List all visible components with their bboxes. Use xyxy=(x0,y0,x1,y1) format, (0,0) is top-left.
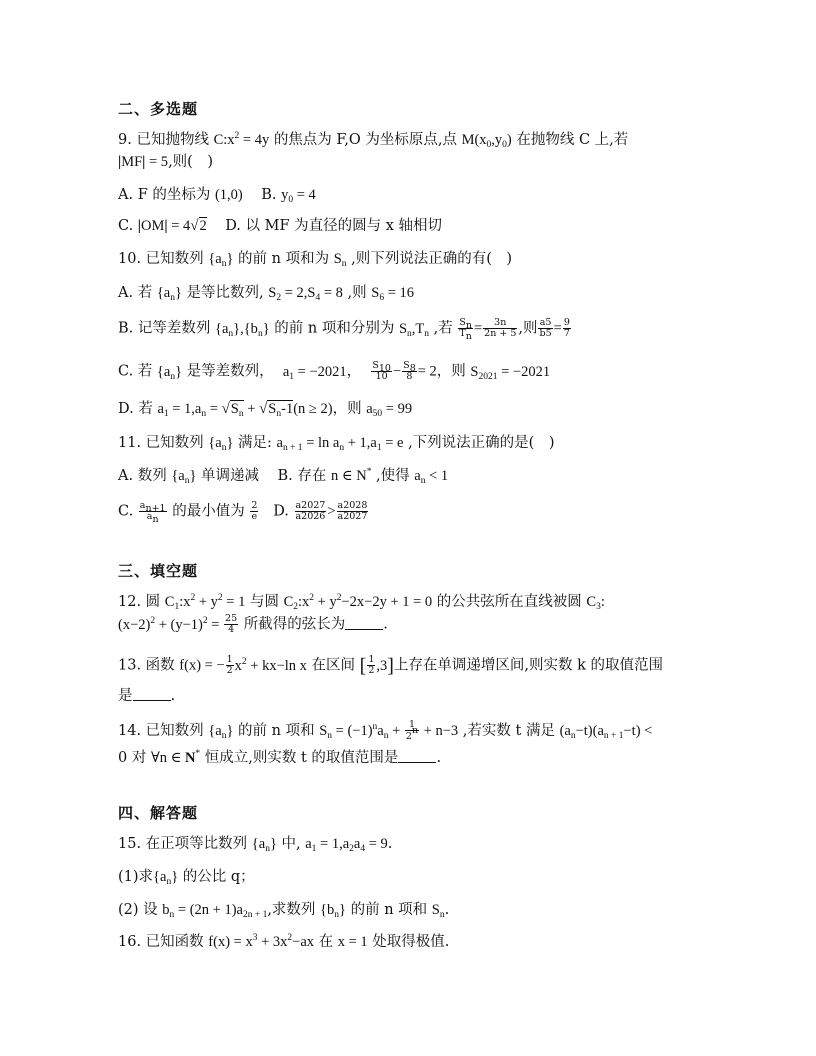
question-11-options-ab: A. 数列 $\{a_n\}$ 单调递减 B. 存在 n ∈ N* ,使得 $a_n < 1$ xyxy=(118,467,449,486)
question-9-options-ab: A. F 的坐标为 (1,0) B. $y_0 = 4$ xyxy=(118,187,316,205)
question-9-stem: 9. 已知抛物线 $C:x^2 = 4y$ 的焦点为 F,O 为坐标原点,点 $M(x_0,y_0)$ 在抛物线 C 上,若 xyxy=(118,131,629,150)
question-13-stem-cont: 是 . xyxy=(118,688,176,704)
question-15-part-1: (1)求$\{a_n\}$ 的公比 q； xyxy=(118,869,255,887)
question-15-part-2: (2) 设 $b_n = (2n + 1)a_{2n + 1}$,求数列 $\{b_n\}$ 的前 n 项和 $S_n$. xyxy=(118,902,450,920)
question-10-stem: 10. 已知数列 $\{a_n\}$ 的前 n 项和为 $S_n$ ,则下列说法正确的有( ) xyxy=(118,251,513,269)
answer-blank-12[interactable] xyxy=(345,617,383,630)
question-16-stem: 16. 已知函数 $f(x) = x^3 + 3x^2-ax$ 在 x = 1 处取得极值. xyxy=(118,933,450,950)
question-14-stem: 14. 已知数列 $\{a_n\}$ 的前 n 项和 $S_n = (-1)^na_n$ + $\frac{1}{2^n}$ + n−3 ,若实数 t 满足 $(a_n-t)(a_{n + 1}-t)$ < xyxy=(118,719,653,742)
section-title-problems: 四、解答题 xyxy=(118,804,199,822)
question-10-option-b: B. 记等差数列 $\{a_n\},\{b_n\}$ 的前 n 项和分别为 $S_n,T_n$ ,若 $\frac{S_n}{T_n}$ = $\frac{3n}{2n + 5}$ ,则 $\frac{a5}{b5}$ = $\frac{9}{7}$ xyxy=(118,317,570,342)
question-13-stem: 13. 函数 f(x) = − $\frac{1}{2}$ $x^2 + kx-\ln$ x 在区间 [ $\frac{1}{2}$ ,3]上存在单调递增区间,则实数 k 的取值范围 xyxy=(118,654,664,677)
question-10-option-a: A. 若 $\{a_n\}$ 是等比数列, $S_2 = 2,S_4 = 8$ ,则 $S_6 = 16$ xyxy=(118,285,414,303)
question-11-stem: 11. 已知数列 $\{a_n\}$ 满足: $a_{n + 1} = \ln a_n + 1,a_1 = e$ ,下列说法正确的是( ) xyxy=(118,435,555,453)
question-15-stem: 15. 在正项等比数列 $\{a_n\}$ 中, $a_1 = 1,a_2a_4 = 9$. xyxy=(118,836,393,854)
section-title-multiple-choice: 二、多选题 xyxy=(118,100,199,118)
question-10-option-c: C. 若 $\{a_n\}$ 是等差数列， $a_1 = -2021$， $\frac{S_{10}}{10}$ − $\frac{S_8}{8}$ = 2，则 $S_{2021} = -2021$ xyxy=(118,360,551,382)
question-9-options-cd: C. |OM| = 4√2 D. 以 MF 为直径的圆与 x 轴相切 xyxy=(118,218,443,234)
question-14-stem-cont: 0 对 ∀n ∈ N* 恒成立,则实数 t 的取值范围是 . xyxy=(118,749,442,766)
section-title-fill-in: 三、填空题 xyxy=(118,562,199,580)
question-10-option-d: D. 若 $a_1 = 1,a_n = √S_n + √S_n-1(n \ge 2)$，则 $a_{50} = 99$ xyxy=(118,401,413,419)
question-12-stem: 12. 圆 $C_1:x^2 + y^2 = 1$ 与圆 $C_2:x^2 + y^2-2x-2y + 1 = 0$ 的公共弦所在直线被圆 $C_3$: xyxy=(118,593,605,612)
answer-blank-14[interactable] xyxy=(398,750,436,763)
question-12-stem-cont: $(x-2)^2 + (y-1)^2$ = $\frac{25}{4}$ 所截得的弦长为 . xyxy=(118,613,388,635)
answer-blank-13[interactable] xyxy=(133,688,171,701)
question-9-stem-cont: |MF| = 5,则( ) xyxy=(118,154,213,170)
question-11-options-cd: C. $\frac{a_{n+1}}{a_n}$ 的最小值为 $\frac{2}{e}$ D. $\frac{a2027}{a2026}$ > $\frac{a2028}{a2027}$ xyxy=(118,500,368,525)
